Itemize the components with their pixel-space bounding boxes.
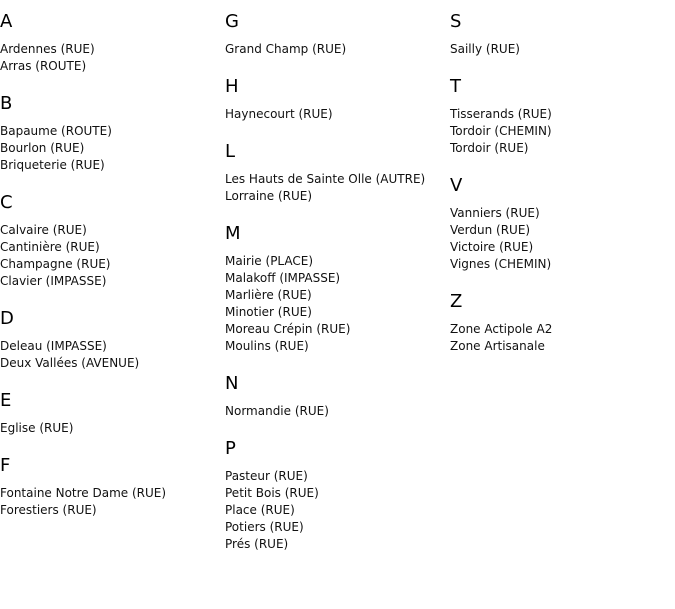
letter-heading: L	[225, 141, 236, 162]
letter-heading: F	[0, 455, 11, 476]
letter-group-s	[450, 11, 675, 58]
letter-group-b	[0, 93, 225, 174]
street-list	[450, 41, 675, 58]
street-list	[0, 420, 225, 437]
street-link[interactable]: Place (RUE)	[225, 503, 295, 517]
street-link[interactable]: Briqueterie (RUE)	[0, 158, 105, 172]
street-list	[225, 41, 450, 58]
letter-heading: E	[0, 390, 12, 411]
street-link[interactable]: Clavier (IMPASSE)	[0, 274, 107, 288]
letter-group-l	[225, 141, 450, 205]
letter-heading: G	[225, 11, 239, 32]
street-link[interactable]: Petit Bois (RUE)	[225, 486, 319, 500]
street-link[interactable]: Arras (ROUTE)	[0, 59, 87, 73]
letter-group-d	[0, 308, 225, 372]
street-link[interactable]: Zone Actipole A2	[450, 322, 553, 336]
street-link[interactable]: Bourlon (RUE)	[0, 141, 85, 155]
street-link[interactable]: Victoire (RUE)	[450, 240, 534, 254]
street-list	[450, 205, 675, 273]
letter-heading: Z	[450, 291, 463, 312]
letter-heading: A	[0, 11, 13, 32]
street-link[interactable]: Haynecourt (RUE)	[225, 107, 333, 121]
street-list	[225, 106, 450, 123]
street-link[interactable]: Malakoff (IMPASSE)	[225, 271, 341, 285]
street-link[interactable]: Tordoir (RUE)	[450, 141, 529, 155]
street-link[interactable]: Grand Champ (RUE)	[225, 42, 347, 56]
letter-group-v	[450, 175, 675, 273]
street-link[interactable]: Calvaire (RUE)	[0, 223, 87, 237]
letter-heading: H	[225, 76, 239, 97]
letter-group-t	[450, 76, 675, 157]
letter-group-a	[0, 11, 225, 75]
letter-group-m	[225, 223, 450, 355]
letter-group-g	[225, 11, 450, 58]
letter-group-z	[450, 291, 675, 355]
letter-heading: S	[450, 11, 462, 32]
letter-heading: V	[450, 175, 463, 196]
street-link[interactable]: Champagne (RUE)	[0, 257, 111, 271]
street-index-column-3	[450, 0, 675, 355]
street-list	[0, 222, 225, 290]
street-link[interactable]: Les Hauts de Sainte Olle (AUTRE)	[225, 172, 426, 186]
street-link[interactable]: Minotier (RUE)	[225, 305, 312, 319]
street-link[interactable]: Zone Artisanale	[450, 339, 545, 353]
street-list	[0, 338, 225, 372]
street-link[interactable]: Cantinière (RUE)	[0, 240, 100, 254]
letter-heading: B	[0, 93, 13, 114]
street-list	[225, 403, 450, 420]
street-list	[450, 321, 675, 355]
street-list	[225, 171, 450, 205]
street-list	[225, 468, 450, 553]
street-list	[0, 485, 225, 519]
street-link[interactable]: Mairie (PLACE)	[225, 254, 314, 268]
street-link[interactable]: Ardennes (RUE)	[0, 42, 95, 56]
letter-heading: T	[450, 76, 461, 97]
letter-heading: C	[0, 192, 13, 213]
street-link[interactable]: Fontaine Notre Dame (RUE)	[0, 486, 167, 500]
street-link[interactable]: Forestiers (RUE)	[0, 503, 97, 517]
letter-heading: D	[0, 308, 14, 329]
letter-group-h	[225, 76, 450, 123]
letter-group-c	[0, 192, 225, 290]
street-list	[0, 41, 225, 75]
street-link[interactable]: Verdun (RUE)	[450, 223, 531, 237]
street-link[interactable]: Bapaume (ROUTE)	[0, 124, 112, 138]
letter-heading: P	[225, 438, 236, 459]
street-index-column-2	[225, 0, 450, 553]
street-list	[450, 106, 675, 157]
street-link[interactable]: Vanniers (RUE)	[450, 206, 540, 220]
street-link[interactable]: Moreau Crépin (RUE)	[225, 322, 351, 336]
street-link[interactable]: Vignes (CHEMIN)	[450, 257, 552, 271]
street-link[interactable]: Moulins (RUE)	[225, 339, 309, 353]
street-link[interactable]: Tordoir (CHEMIN)	[450, 124, 552, 138]
street-link[interactable]: Deleau (IMPASSE)	[0, 339, 107, 353]
letter-group-n	[225, 373, 450, 420]
street-link[interactable]: Potiers (RUE)	[225, 520, 304, 534]
street-link[interactable]: Pasteur (RUE)	[225, 469, 308, 483]
street-link[interactable]: Sailly (RUE)	[450, 42, 520, 56]
letter-group-p	[225, 438, 450, 553]
street-link[interactable]: Prés (RUE)	[225, 537, 289, 551]
street-list	[225, 253, 450, 355]
street-link[interactable]: Normandie (RUE)	[225, 404, 329, 418]
letter-heading: M	[225, 223, 241, 244]
letter-heading: N	[225, 373, 239, 394]
street-link[interactable]: Deux Vallées (AVENUE)	[0, 356, 140, 370]
street-link[interactable]: Eglise (RUE)	[0, 421, 74, 435]
street-list	[0, 123, 225, 174]
street-link[interactable]: Tisserands (RUE)	[450, 107, 552, 121]
street-link[interactable]: Marlière (RUE)	[225, 288, 312, 302]
street-link[interactable]: Lorraine (RUE)	[225, 189, 313, 203]
letter-group-f	[0, 455, 225, 519]
street-index-column-1	[0, 0, 225, 519]
letter-group-e	[0, 390, 225, 437]
